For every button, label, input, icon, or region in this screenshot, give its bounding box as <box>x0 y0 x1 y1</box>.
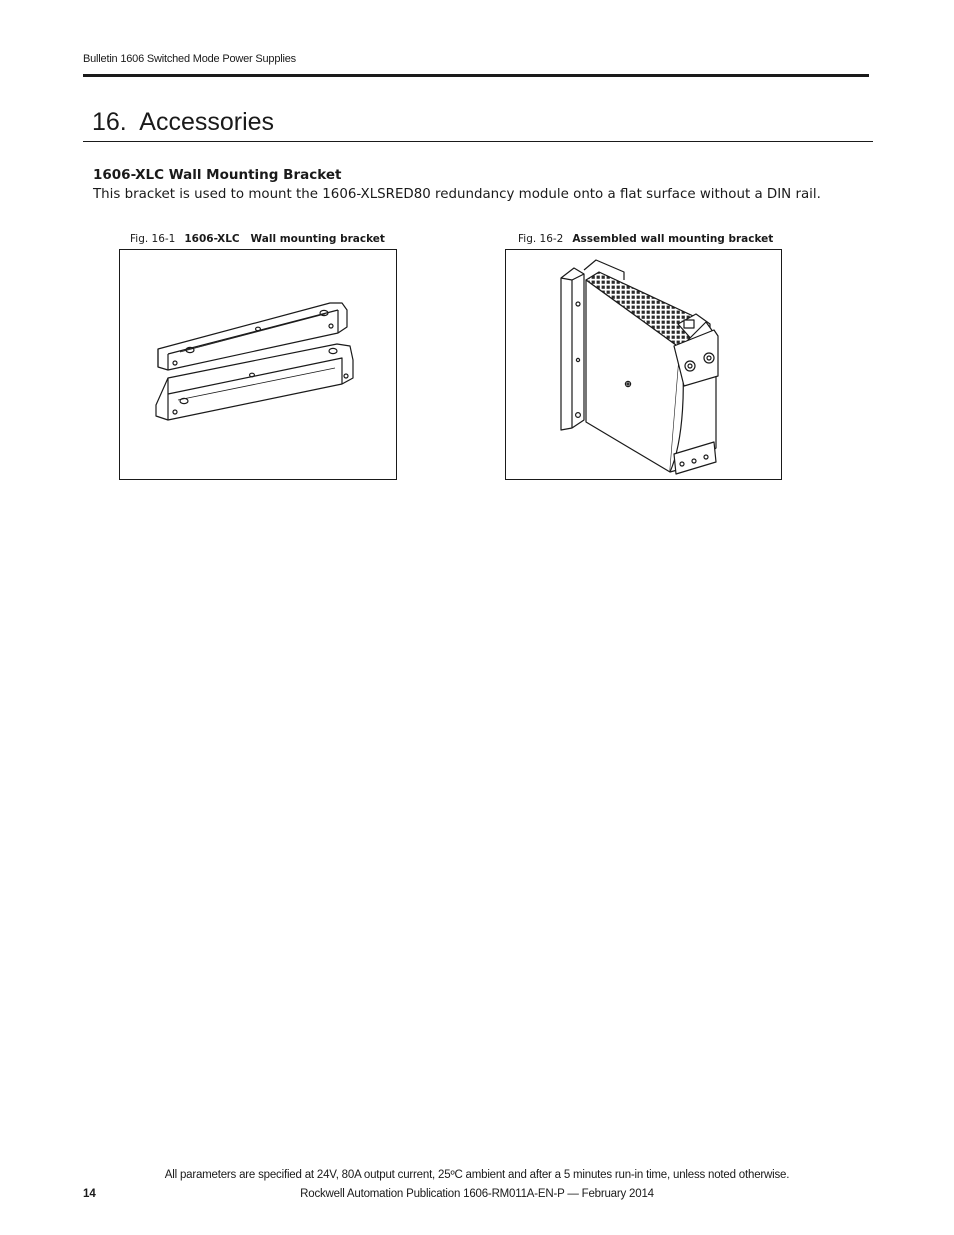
figure-1-caption <box>130 233 385 245</box>
assembled-bracket-drawing <box>506 250 781 479</box>
figure-1-number: Fig. 16-1 <box>130 233 176 245</box>
bracket-description: This bracket is used to mount the 1606-XLSRED80 redundancy module onto a flat surface without a DIN rail. <box>93 187 821 202</box>
figure-2-number: Fig. 16-2 <box>518 233 564 245</box>
section-title: 16. Accessories <box>92 108 275 136</box>
running-head: Bulletin 1606 Switched Mode Power Supplies <box>83 53 296 65</box>
figure-2-frame <box>505 249 782 480</box>
figure-1-frame <box>119 249 397 480</box>
bracket-subheading: 1606-XLC Wall Mounting Bracket <box>93 167 342 183</box>
page-number: 14 <box>83 1188 96 1200</box>
header-rule <box>83 74 869 77</box>
section-rule <box>83 141 873 142</box>
figure-2-title: Assembled wall mounting bracket <box>572 233 774 245</box>
figure-2-caption <box>518 233 773 245</box>
publication-info: Rockwell Automation Publication 1606-RM011A-EN-P — February 2014 <box>300 1188 654 1200</box>
figure-1-title: 1606-XLC Wall mounting bracket <box>184 233 385 245</box>
wall-bracket-drawing <box>120 250 396 479</box>
footer-note: All parameters are specified at 24V, 80A output current, 25ºC ambient and after a 5 minutes run-in time, unless noted otherwise. <box>164 1169 790 1181</box>
